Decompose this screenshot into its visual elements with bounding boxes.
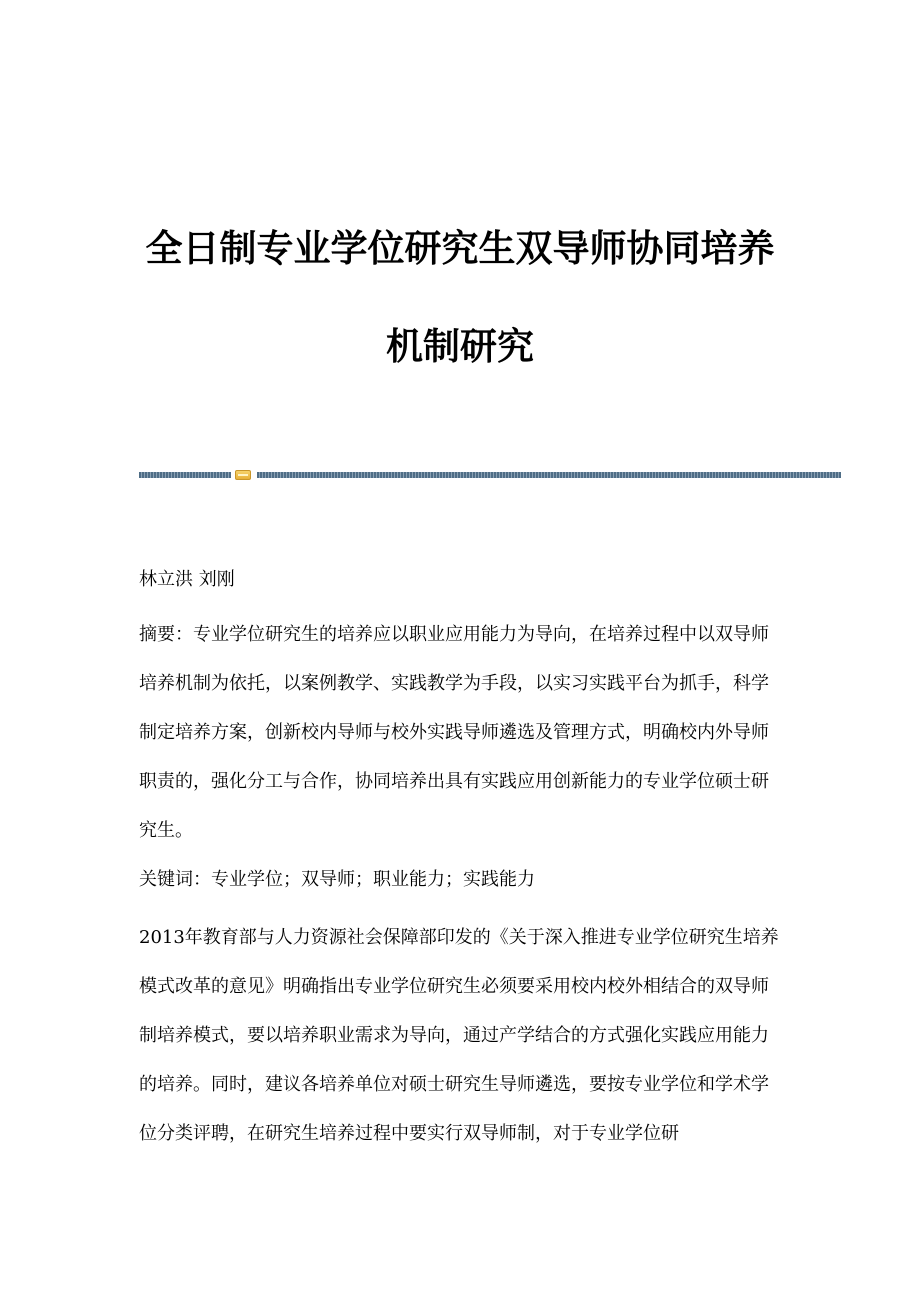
abstract-paragraph: 摘要：专业学位研究生的培养应以职业应用能力为导向，在培养过程中以双导师培养机制为依托，以案例教学、实践教学为手段，以实习实践平台为抓手，科学制定培养方案，创新校内导师与校外实践导师遴选及管理方式，明确校内外导师职责的，强化分工与合作，协同培养出具有实践应用创新能力的专业学位硕士研究生。 (139, 624, 769, 841)
divider-bar-left (139, 472, 231, 478)
divider-bar-right (257, 472, 841, 478)
document-title-line-2: 机制研究 (386, 325, 534, 368)
keywords-line: 关键词：专业学位；双导师；职业能力；实践能力 (139, 869, 535, 890)
authors-line: 林立洪 刘刚 (139, 569, 235, 590)
divider-ornament-icon (235, 470, 251, 480)
body-paragraph: 2013年教育部与人力资源社会保障部印发的《关于深入推进专业学位研究生培养模式改革的意见》明确指出专业学位研究生必须要采用校内校外相结合的双导师制培养模式，要以培养职业需求为导向，通过产学结合的方式强化实践应用能力的培养。同时，建议各培养单位对硕士研究生导师遴选，要按专业学位和学术学位分类评聘，在研究生培养过程中要实行双导师制，对于专业学位研 (139, 927, 779, 1144)
title-divider (0, 470, 920, 480)
document-title-line-1: 全日制专业学位研究生双导师协同培养 (145, 227, 775, 270)
